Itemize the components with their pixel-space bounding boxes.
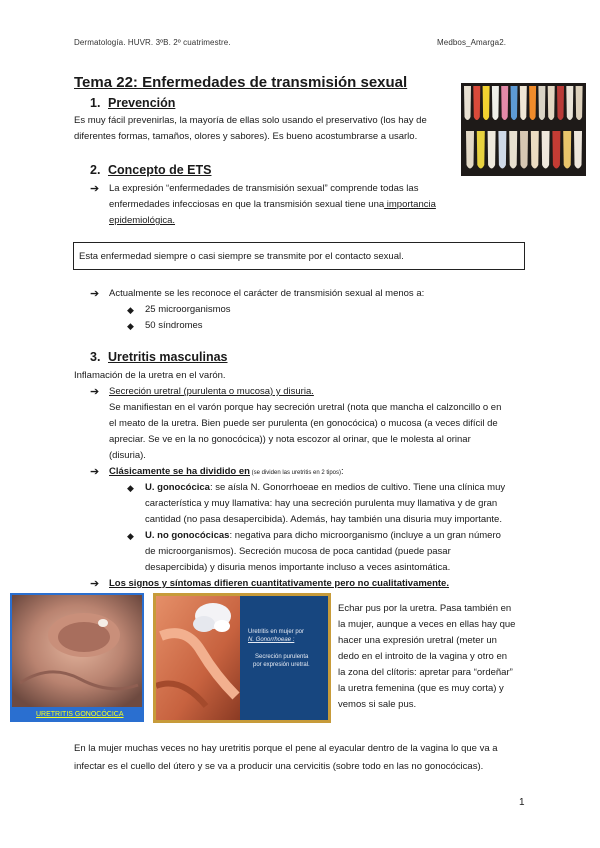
- underlined-text: importancia: [384, 199, 436, 210]
- side-text-line: la mujer, aunque a veces en ellas hay que: [338, 619, 516, 630]
- sub-bullet: 25 microorganismos: [145, 304, 231, 315]
- condom-shape: [483, 86, 490, 120]
- side-text-line: dedo en el introito de la vagina y otro en: [338, 651, 508, 662]
- section-2-heading: [90, 163, 211, 177]
- term-bold: U. gonocócica: [145, 482, 210, 493]
- section-number: 3.: [90, 350, 101, 364]
- underlined-text: epidemiológica.: [109, 215, 176, 226]
- condom-shape: [509, 131, 517, 169]
- paragraph-line: Inflamación de la uretra en el varón.: [74, 370, 226, 381]
- sub-bullet-text: : negativa para dicho microorganismo (incluye a un gran número: [229, 530, 501, 541]
- bullet-text: Clásicamente se ha dividido en: [109, 466, 250, 477]
- diamond-bullet-icon: ◆: [127, 483, 134, 493]
- image-text: Secreción purulenta: [255, 654, 309, 660]
- condom-shape: [464, 86, 471, 120]
- sub-bullet-line: desapercibida) y disuria menos importante incluso a veces asintomática.: [145, 562, 451, 573]
- side-text-line: la uretra femenina (que es muy corta) y: [338, 683, 504, 694]
- condom-shape: [511, 86, 518, 120]
- bullet-line: Los signos y síntomas difieren cuantitativamente pero no cualitativamente.: [109, 578, 449, 589]
- bullet-line: [109, 197, 436, 213]
- side-text-line: la zona del clítoris: apretar para “ordeñar”: [338, 667, 513, 678]
- condom-shape: [542, 131, 550, 169]
- side-text-line: Echar pus por la uretra. Pasa también en: [338, 603, 512, 614]
- condom-shape: [488, 131, 496, 169]
- highlight-box: Esta enfermedad siempre o casi siempre se transmite por el contacto sexual.: [73, 242, 525, 270]
- header-right: Medbos_Amarga2.: [437, 38, 507, 47]
- condom-shape: [520, 131, 528, 169]
- section-title: Prevención: [108, 96, 176, 110]
- condom-shape: [552, 131, 560, 169]
- bullet-text: enfermedades infecciosas en que la transmisión sexual tiene una: [109, 199, 385, 210]
- condom-shape: [566, 86, 573, 120]
- page-number: 1: [519, 797, 525, 808]
- bullet-line: [109, 464, 344, 481]
- condom-shape: [548, 86, 555, 120]
- uretritis-mujer-photo: [153, 593, 331, 723]
- section-title: Uretritis masculinas: [108, 350, 228, 364]
- condom-shape: [538, 86, 545, 120]
- paragraph-line: apreciar. Se ve en la no gonocócica)) y nota escozor al orinar, que le molesta al orinar: [109, 434, 471, 445]
- sub-bullet-text: : se aísla N. Gonorrhoeae en medios de cultivo. Tiene una clínica muy: [209, 482, 506, 493]
- colon: :: [341, 466, 344, 477]
- paragraph-line: En la mujer muchas veces no hay uretritis porque el pene al eyacular dentro de la vagina lo que va a: [74, 743, 498, 754]
- arrow-icon: ➔: [90, 183, 100, 195]
- uretritis-gonococica-photo: [10, 593, 144, 722]
- term-bold: U. no gonocócicas: [145, 530, 230, 541]
- paragraph-line: el meato de la uretra. Bien puede ser purulenta (en gonocócica) o mucosa (a veces difícil de: [109, 418, 498, 429]
- image-caption: URETRITIS GONOCÓCICA: [36, 711, 124, 718]
- section-3-heading: [90, 350, 228, 364]
- condom-shape: [492, 86, 499, 120]
- arrow-icon: ➔: [90, 288, 100, 300]
- paragraph-line: diferentes formas, tamaños, olores y sabores). Es bueno acostumbrarse a usarlo.: [74, 131, 418, 142]
- diamond-bullet-icon: ◆: [127, 305, 134, 315]
- image-text: N. Gonorrhoeae :: [248, 637, 295, 643]
- arrow-icon: ➔: [90, 386, 100, 398]
- condom-shape: [501, 86, 508, 120]
- sub-bullet-line: [145, 480, 505, 496]
- paragraph-line: infectar es el cuello del útero y se va a producir una cervicitis (sobre todo en las no gonocócicas).: [74, 761, 484, 772]
- small-note: (se dividen las uretritis en 2 tipos): [249, 470, 342, 476]
- bullet-line: Actualmente se les reconoce el carácter de transmisión sexual al menos a:: [109, 288, 425, 299]
- arrow-icon: ➔: [90, 466, 100, 478]
- bullet-line: Secreción uretral (purulenta o mucosa) y disuria.: [109, 386, 314, 397]
- condom-shape: [576, 86, 583, 120]
- side-text-line: hacer una expresión uretral (meter un: [338, 635, 497, 646]
- sub-bullet-line: [145, 528, 501, 544]
- condoms-photo: [461, 83, 586, 176]
- image-text: Uretritis en mujer por: [248, 629, 305, 635]
- condom-shape: [466, 131, 474, 169]
- diamond-bullet-icon: ◆: [127, 531, 134, 541]
- condom-shape: [477, 131, 485, 169]
- section-number: 1.: [90, 96, 101, 110]
- section-1-heading: [90, 96, 175, 110]
- bullet-line: La expresión “enfermedades de transmisión sexual” comprende todas las: [109, 183, 419, 194]
- condom-shape: [574, 131, 582, 169]
- page-title: Tema 22: Enfermedades de transmisión sexual: [74, 74, 408, 91]
- condom-shape: [563, 131, 571, 169]
- paragraph-line: Es muy fácil prevenirlas, la mayoría de ellas solo usando el preservativo (los hay de: [74, 115, 427, 126]
- condom-shape: [498, 131, 506, 169]
- sub-bullet-line: cantidad (no pasa desapercibida). Además, hay también una disuria muy importante.: [145, 514, 502, 525]
- paragraph-line: (disuria).: [109, 450, 146, 461]
- header-left: Dermatología. HUVR. 3ºB. 2º cuatrimestre.: [74, 38, 231, 47]
- sub-bullet-line: de microorganismos). Secreción mucosa de poca cantidad (puede pasar: [145, 546, 451, 557]
- condom-shape: [520, 86, 527, 120]
- condom-shape: [531, 131, 539, 169]
- section-number: 2.: [90, 163, 101, 177]
- arrow-icon: ➔: [90, 578, 100, 590]
- sub-bullet-line: característica y muy llamativa: hay una secreción purulenta muy llamativa y de gran: [145, 498, 498, 509]
- section-title: Concepto de ETS: [108, 163, 212, 177]
- condom-shape: [529, 86, 536, 120]
- paragraph-line: Se manifiestan en el varón porque hay secreción uretral (nota que mancha el calzoncillo o en: [109, 402, 502, 413]
- image-text: por expresión uretral.: [253, 662, 310, 668]
- side-text-line: vemos si sale pus.: [338, 699, 417, 710]
- diamond-bullet-icon: ◆: [127, 321, 134, 331]
- condom-shape: [473, 86, 480, 120]
- condom-shape: [557, 86, 564, 120]
- sub-bullet: 50 síndromes: [145, 320, 203, 331]
